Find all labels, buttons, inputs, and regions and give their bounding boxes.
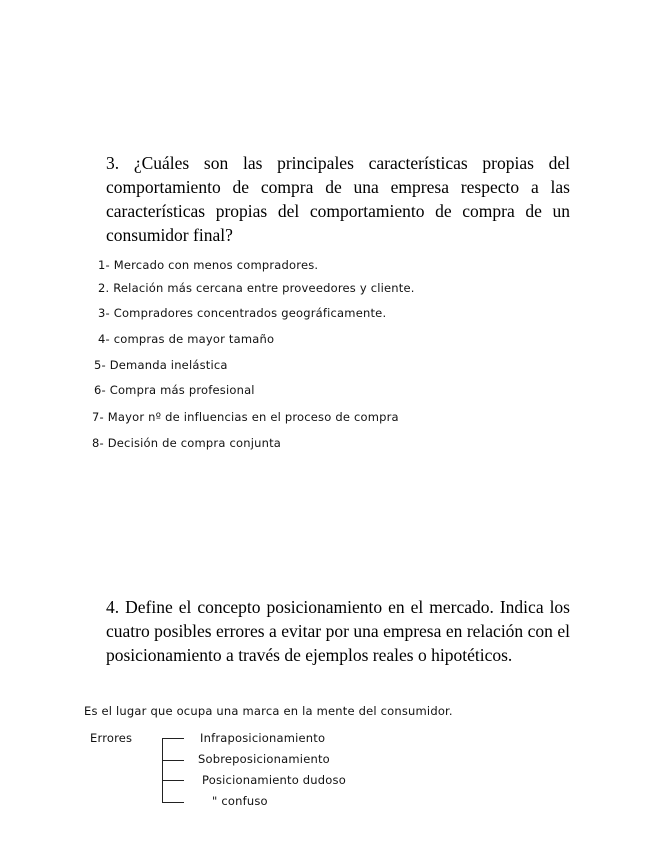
error-item-4: " confuso	[212, 794, 268, 808]
bracket-tick-2	[162, 760, 184, 761]
question-3-text: 3. ¿Cuáles son las principales características propias del comportamiento de compra de una empresa respecto a las características propias del comportamiento de compra de un consumidor final?	[106, 153, 570, 245]
answer-3-item-2: 2. Relación más cercana entre proveedores y cliente.	[98, 281, 415, 295]
question-4-text: 4. Define el concepto posicionamiento en el mercado. Indica los cuatro posibles errores a evitar por una empresa en relación con el posicionamiento a través de ejemplos reales o hipotéticos.	[106, 597, 570, 665]
answer-3-item-8: 8- Decisión de compra conjunta	[92, 436, 282, 450]
answer-3-item-6: 6- Compra más profesional	[94, 383, 255, 397]
answer-3-item-3: 3- Compradores concentrados geográficamente.	[98, 306, 387, 320]
errors-bracket	[162, 738, 163, 802]
error-item-1: Infraposicionamiento	[200, 731, 326, 745]
bracket-tick-4	[162, 802, 184, 803]
error-item-2: Sobreposicionamiento	[198, 752, 330, 766]
answer-3-item-5: 5- Demanda inelástica	[94, 358, 228, 372]
answer-3-item-7: 7- Mayor nº de influencias en el proceso de compra	[92, 410, 399, 424]
answer-3-item-1: 1- Mercado con menos compradores.	[98, 258, 319, 272]
answer-4-errors-label: Errores	[90, 731, 133, 745]
bracket-tick-1	[162, 738, 184, 739]
bracket-tick-3	[162, 780, 184, 781]
answer-4-definition: Es el lugar que ocupa una marca en la mente del consumidor.	[84, 704, 453, 718]
error-item-3: Posicionamiento dudoso	[202, 773, 346, 787]
answer-3-item-4: 4- compras de mayor tamaño	[98, 332, 275, 346]
